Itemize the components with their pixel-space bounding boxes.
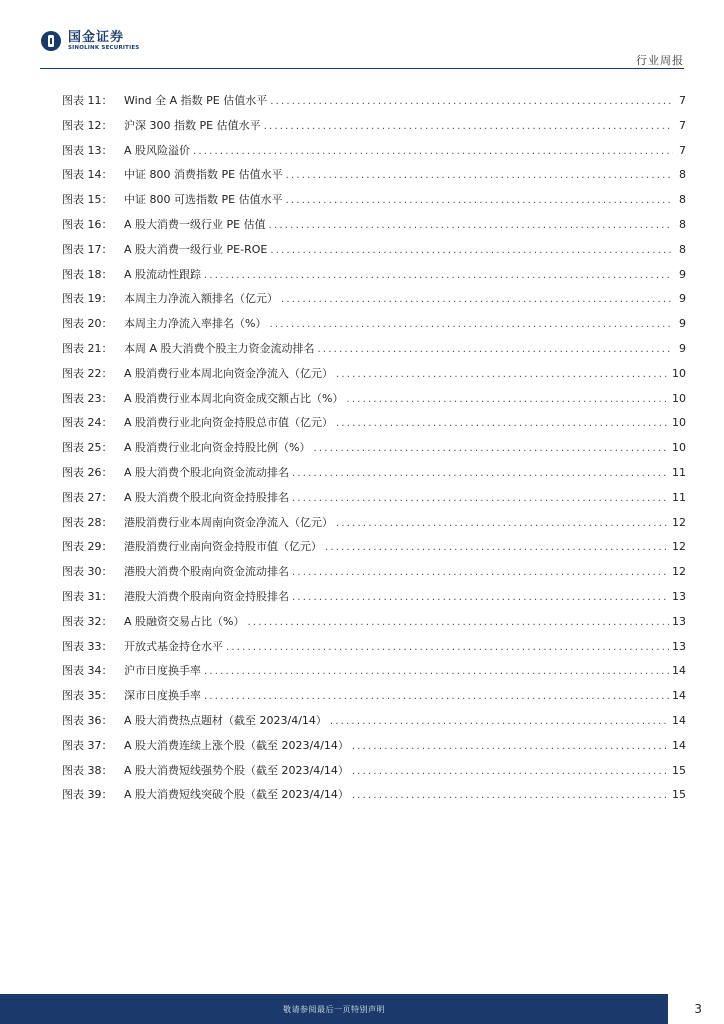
toc-leader-dots bbox=[264, 121, 673, 132]
toc-page-number: 14 bbox=[672, 664, 686, 678]
toc-figure-title: 沪市日度换手率 bbox=[124, 664, 201, 678]
toc-entry[interactable] bbox=[62, 786, 686, 811]
toc-page-number: 7 bbox=[679, 143, 686, 157]
toc-entry[interactable] bbox=[62, 489, 686, 514]
toc-figure-label: 图表 33： bbox=[62, 639, 113, 653]
toc-entry[interactable] bbox=[62, 638, 686, 663]
toc-entry[interactable] bbox=[62, 588, 686, 613]
toc-figure-label: 图表 12： bbox=[62, 118, 113, 132]
footer-bar bbox=[0, 994, 668, 1024]
toc-page-number: 9 bbox=[679, 317, 686, 331]
toc-entry[interactable] bbox=[62, 712, 686, 737]
toc-figure-label: 图表 27： bbox=[62, 490, 113, 504]
toc-leader-dots bbox=[313, 443, 669, 454]
toc-entry[interactable] bbox=[62, 687, 686, 712]
toc-page-number: 11 bbox=[672, 490, 686, 504]
toc-figure-title: 沪深 300 指数 PE 估值水平 bbox=[124, 118, 261, 132]
toc-leader-dots bbox=[352, 766, 669, 777]
toc-figure-label: 图表 23： bbox=[62, 391, 113, 405]
toc-entry[interactable] bbox=[62, 142, 686, 167]
toc-leader-dots bbox=[292, 567, 669, 578]
toc-page-number: 10 bbox=[672, 416, 686, 430]
toc-page-number: 13 bbox=[672, 589, 686, 603]
toc-figure-title: A 股大消费个股北向资金持股排名 bbox=[124, 490, 290, 504]
toc-page-number: 8 bbox=[679, 242, 686, 256]
toc-figure-title: A 股消费行业北向资金持股总市值（亿元） bbox=[124, 416, 334, 430]
toc-figure-title: A 股消费行业本周北向资金净流入（亿元） bbox=[124, 366, 334, 380]
toc-leader-dots bbox=[204, 270, 673, 281]
toc-figure-label: 图表 17： bbox=[62, 242, 113, 256]
toc-entry[interactable] bbox=[62, 166, 686, 191]
toc-figure-title: A 股流动性跟踪 bbox=[124, 267, 202, 281]
toc-entry[interactable] bbox=[62, 414, 686, 439]
toc-entry[interactable] bbox=[62, 241, 686, 266]
toc-leader-dots bbox=[318, 344, 673, 355]
header-divider bbox=[40, 68, 684, 69]
toc-page-number: 8 bbox=[679, 193, 686, 207]
toc-leader-dots bbox=[247, 617, 669, 628]
toc-page-number: 12 bbox=[672, 565, 686, 579]
toc-entry[interactable] bbox=[62, 315, 686, 340]
toc-entry[interactable] bbox=[62, 439, 686, 464]
toc-leader-dots bbox=[286, 195, 673, 206]
logo-mark-icon bbox=[40, 30, 62, 52]
toc-figure-label: 图表 15： bbox=[62, 193, 113, 207]
toc-entry[interactable] bbox=[62, 191, 686, 216]
toc-entry[interactable] bbox=[62, 117, 686, 142]
toc-page-number: 12 bbox=[672, 540, 686, 554]
toc-entry[interactable] bbox=[62, 216, 686, 241]
toc-figure-title: 中证 800 消费指数 PE 估值水平 bbox=[124, 168, 283, 182]
toc-page-number: 9 bbox=[679, 292, 686, 306]
toc-page-number: 14 bbox=[672, 689, 686, 703]
toc-leader-dots bbox=[325, 542, 669, 553]
toc-leader-dots bbox=[330, 716, 669, 727]
toc-figure-title: 本周主力净流入额排名（亿元） bbox=[124, 292, 278, 306]
toc-entry[interactable] bbox=[62, 563, 686, 588]
toc-page-number: 8 bbox=[679, 217, 686, 231]
toc-figure-title: A 股大消费一级行业 PE 估值 bbox=[124, 217, 266, 231]
toc-figure-label: 图表 30： bbox=[62, 565, 113, 579]
toc-leader-dots bbox=[336, 369, 669, 380]
toc-figure-label: 图表 37： bbox=[62, 738, 113, 752]
toc-page-number: 14 bbox=[672, 713, 686, 727]
toc-leader-dots bbox=[336, 518, 669, 529]
page-number: 3 bbox=[694, 1002, 702, 1016]
toc-page-number: 15 bbox=[672, 788, 686, 802]
toc-figure-label: 图表 14： bbox=[62, 168, 113, 182]
toc-figure-label: 图表 32： bbox=[62, 614, 113, 628]
toc-figure-title: 开放式基金持仓水平 bbox=[124, 639, 223, 653]
toc-leader-dots bbox=[292, 493, 669, 504]
toc-figure-label: 图表 38： bbox=[62, 763, 113, 777]
toc-leader-dots bbox=[270, 245, 673, 256]
toc-leader-dots bbox=[346, 394, 669, 405]
toc-leader-dots bbox=[204, 691, 669, 702]
toc-figure-label: 图表 28： bbox=[62, 515, 113, 529]
toc-entry[interactable] bbox=[62, 737, 686, 762]
toc-figure-label: 图表 20： bbox=[62, 317, 113, 331]
toc-page-number: 10 bbox=[672, 366, 686, 380]
toc-entry[interactable] bbox=[62, 613, 686, 638]
toc-page-number: 15 bbox=[672, 763, 686, 777]
toc-leader-dots bbox=[292, 468, 669, 479]
toc-figure-label: 图表 22： bbox=[62, 366, 113, 380]
toc-figure-label: 图表 13： bbox=[62, 143, 113, 157]
toc-page-number: 9 bbox=[679, 341, 686, 355]
toc-figure-label: 图表 29： bbox=[62, 540, 113, 554]
toc-page-number: 8 bbox=[679, 168, 686, 182]
toc-entry[interactable] bbox=[62, 390, 686, 415]
toc-figure-label: 图表 39： bbox=[62, 788, 113, 802]
toc-figure-label: 图表 36： bbox=[62, 713, 113, 727]
toc-figure-title: A 股消费行业北向资金持股比例（%） bbox=[124, 441, 311, 455]
toc-figure-title: Wind 全 A 指数 PE 估值水平 bbox=[124, 94, 268, 107]
toc-figure-label: 图表 34： bbox=[62, 664, 113, 678]
toc-entry[interactable] bbox=[62, 464, 686, 489]
toc-figure-title: A 股大消费热点题材（截至 2023/4/14） bbox=[124, 713, 327, 727]
toc-page-number: 10 bbox=[672, 391, 686, 405]
toc-figure-title: A 股消费行业本周北向资金成交额占比（%） bbox=[124, 391, 344, 405]
toc-figure-title: A 股大消费短线强势个股（截至 2023/4/14） bbox=[124, 763, 349, 777]
logo-english-name: SINOLINK SECURITIES bbox=[68, 44, 140, 51]
toc-entry[interactable] bbox=[62, 514, 686, 539]
toc-page-number: 13 bbox=[672, 639, 686, 653]
toc-leader-dots bbox=[292, 592, 669, 603]
toc-figure-title: 深市日度换手率 bbox=[124, 689, 201, 703]
toc-leader-dots bbox=[270, 96, 673, 107]
toc-page-number: 7 bbox=[679, 94, 686, 107]
toc-figure-label: 图表 25： bbox=[62, 441, 113, 455]
toc-leader-dots bbox=[352, 741, 669, 752]
toc-figure-title: 港股消费行业南向资金持股市值（亿元） bbox=[124, 540, 322, 554]
toc-figure-title: 本周 A 股大消费个股主力资金流动排名 bbox=[124, 341, 315, 355]
toc-entry[interactable] bbox=[62, 762, 686, 787]
footer-disclaimer: 敬请参阅最后一页特别声明 bbox=[283, 1004, 385, 1014]
toc-figure-title: A 股大消费一级行业 PE-ROE bbox=[124, 242, 268, 256]
toc-leader-dots bbox=[269, 319, 673, 330]
figure-index-list bbox=[62, 92, 686, 811]
toc-figure-title: 中证 800 可选指数 PE 估值水平 bbox=[124, 193, 283, 207]
toc-page-number: 13 bbox=[672, 614, 686, 628]
toc-entry[interactable] bbox=[62, 340, 686, 365]
toc-figure-title: 港股大消费个股南向资金持股排名 bbox=[124, 589, 289, 603]
toc-leader-dots bbox=[352, 790, 669, 801]
toc-entry[interactable] bbox=[62, 538, 686, 563]
toc-page-number: 14 bbox=[672, 738, 686, 752]
toc-figure-title: 港股消费行业本周南向资金净流入（亿元） bbox=[124, 515, 333, 529]
toc-figure-label: 图表 16： bbox=[62, 217, 113, 231]
toc-figure-label: 图表 18： bbox=[62, 267, 113, 281]
toc-leader-dots bbox=[281, 294, 673, 305]
toc-figure-title: 本周主力净流入率排名（%） bbox=[124, 317, 267, 331]
toc-leader-dots bbox=[269, 220, 673, 231]
toc-entry[interactable] bbox=[62, 266, 686, 291]
toc-figure-label: 图表 31： bbox=[62, 589, 113, 603]
toc-figure-title: A 股大消费连续上涨个股（截至 2023/4/14） bbox=[124, 738, 349, 752]
company-logo bbox=[40, 30, 139, 52]
toc-figure-title: 港股大消费个股南向资金流动排名 bbox=[124, 565, 289, 579]
toc-figure-title: A 股风险溢价 bbox=[124, 143, 191, 157]
page-footer bbox=[0, 994, 724, 1024]
toc-figure-label: 图表 21： bbox=[62, 341, 113, 355]
toc-figure-label: 图表 35： bbox=[62, 689, 113, 703]
logo-chinese-name: 国金证券 bbox=[68, 29, 125, 45]
toc-page-number: 10 bbox=[672, 441, 686, 455]
toc-entry[interactable] bbox=[62, 365, 686, 390]
toc-entry[interactable] bbox=[62, 290, 686, 315]
toc-figure-label: 图表 19： bbox=[62, 292, 113, 306]
toc-page-number: 7 bbox=[679, 118, 686, 132]
toc-page-number: 11 bbox=[672, 465, 686, 479]
toc-figure-title: A 股大消费个股北向资金流动排名 bbox=[124, 465, 290, 479]
page-header bbox=[0, 0, 724, 70]
toc-entry[interactable] bbox=[62, 662, 686, 687]
toc-leader-dots bbox=[226, 642, 669, 653]
toc-leader-dots bbox=[286, 170, 673, 181]
toc-figure-label: 图表 11： bbox=[62, 94, 113, 107]
toc-leader-dots bbox=[193, 146, 673, 157]
toc-leader-dots bbox=[204, 666, 669, 677]
toc-figure-label: 图表 24： bbox=[62, 416, 113, 430]
toc-figure-title: A 股融资交易占比（%） bbox=[124, 614, 245, 628]
toc-figure-label: 图表 26： bbox=[62, 465, 113, 479]
toc-page-number: 9 bbox=[679, 267, 686, 281]
report-type-label: 行业周报 bbox=[636, 54, 684, 67]
toc-entry[interactable] bbox=[62, 92, 686, 117]
toc-leader-dots bbox=[336, 418, 669, 429]
toc-page-number: 12 bbox=[672, 515, 686, 529]
toc-figure-title: A 股大消费短线突破个股（截至 2023/4/14） bbox=[124, 788, 349, 802]
